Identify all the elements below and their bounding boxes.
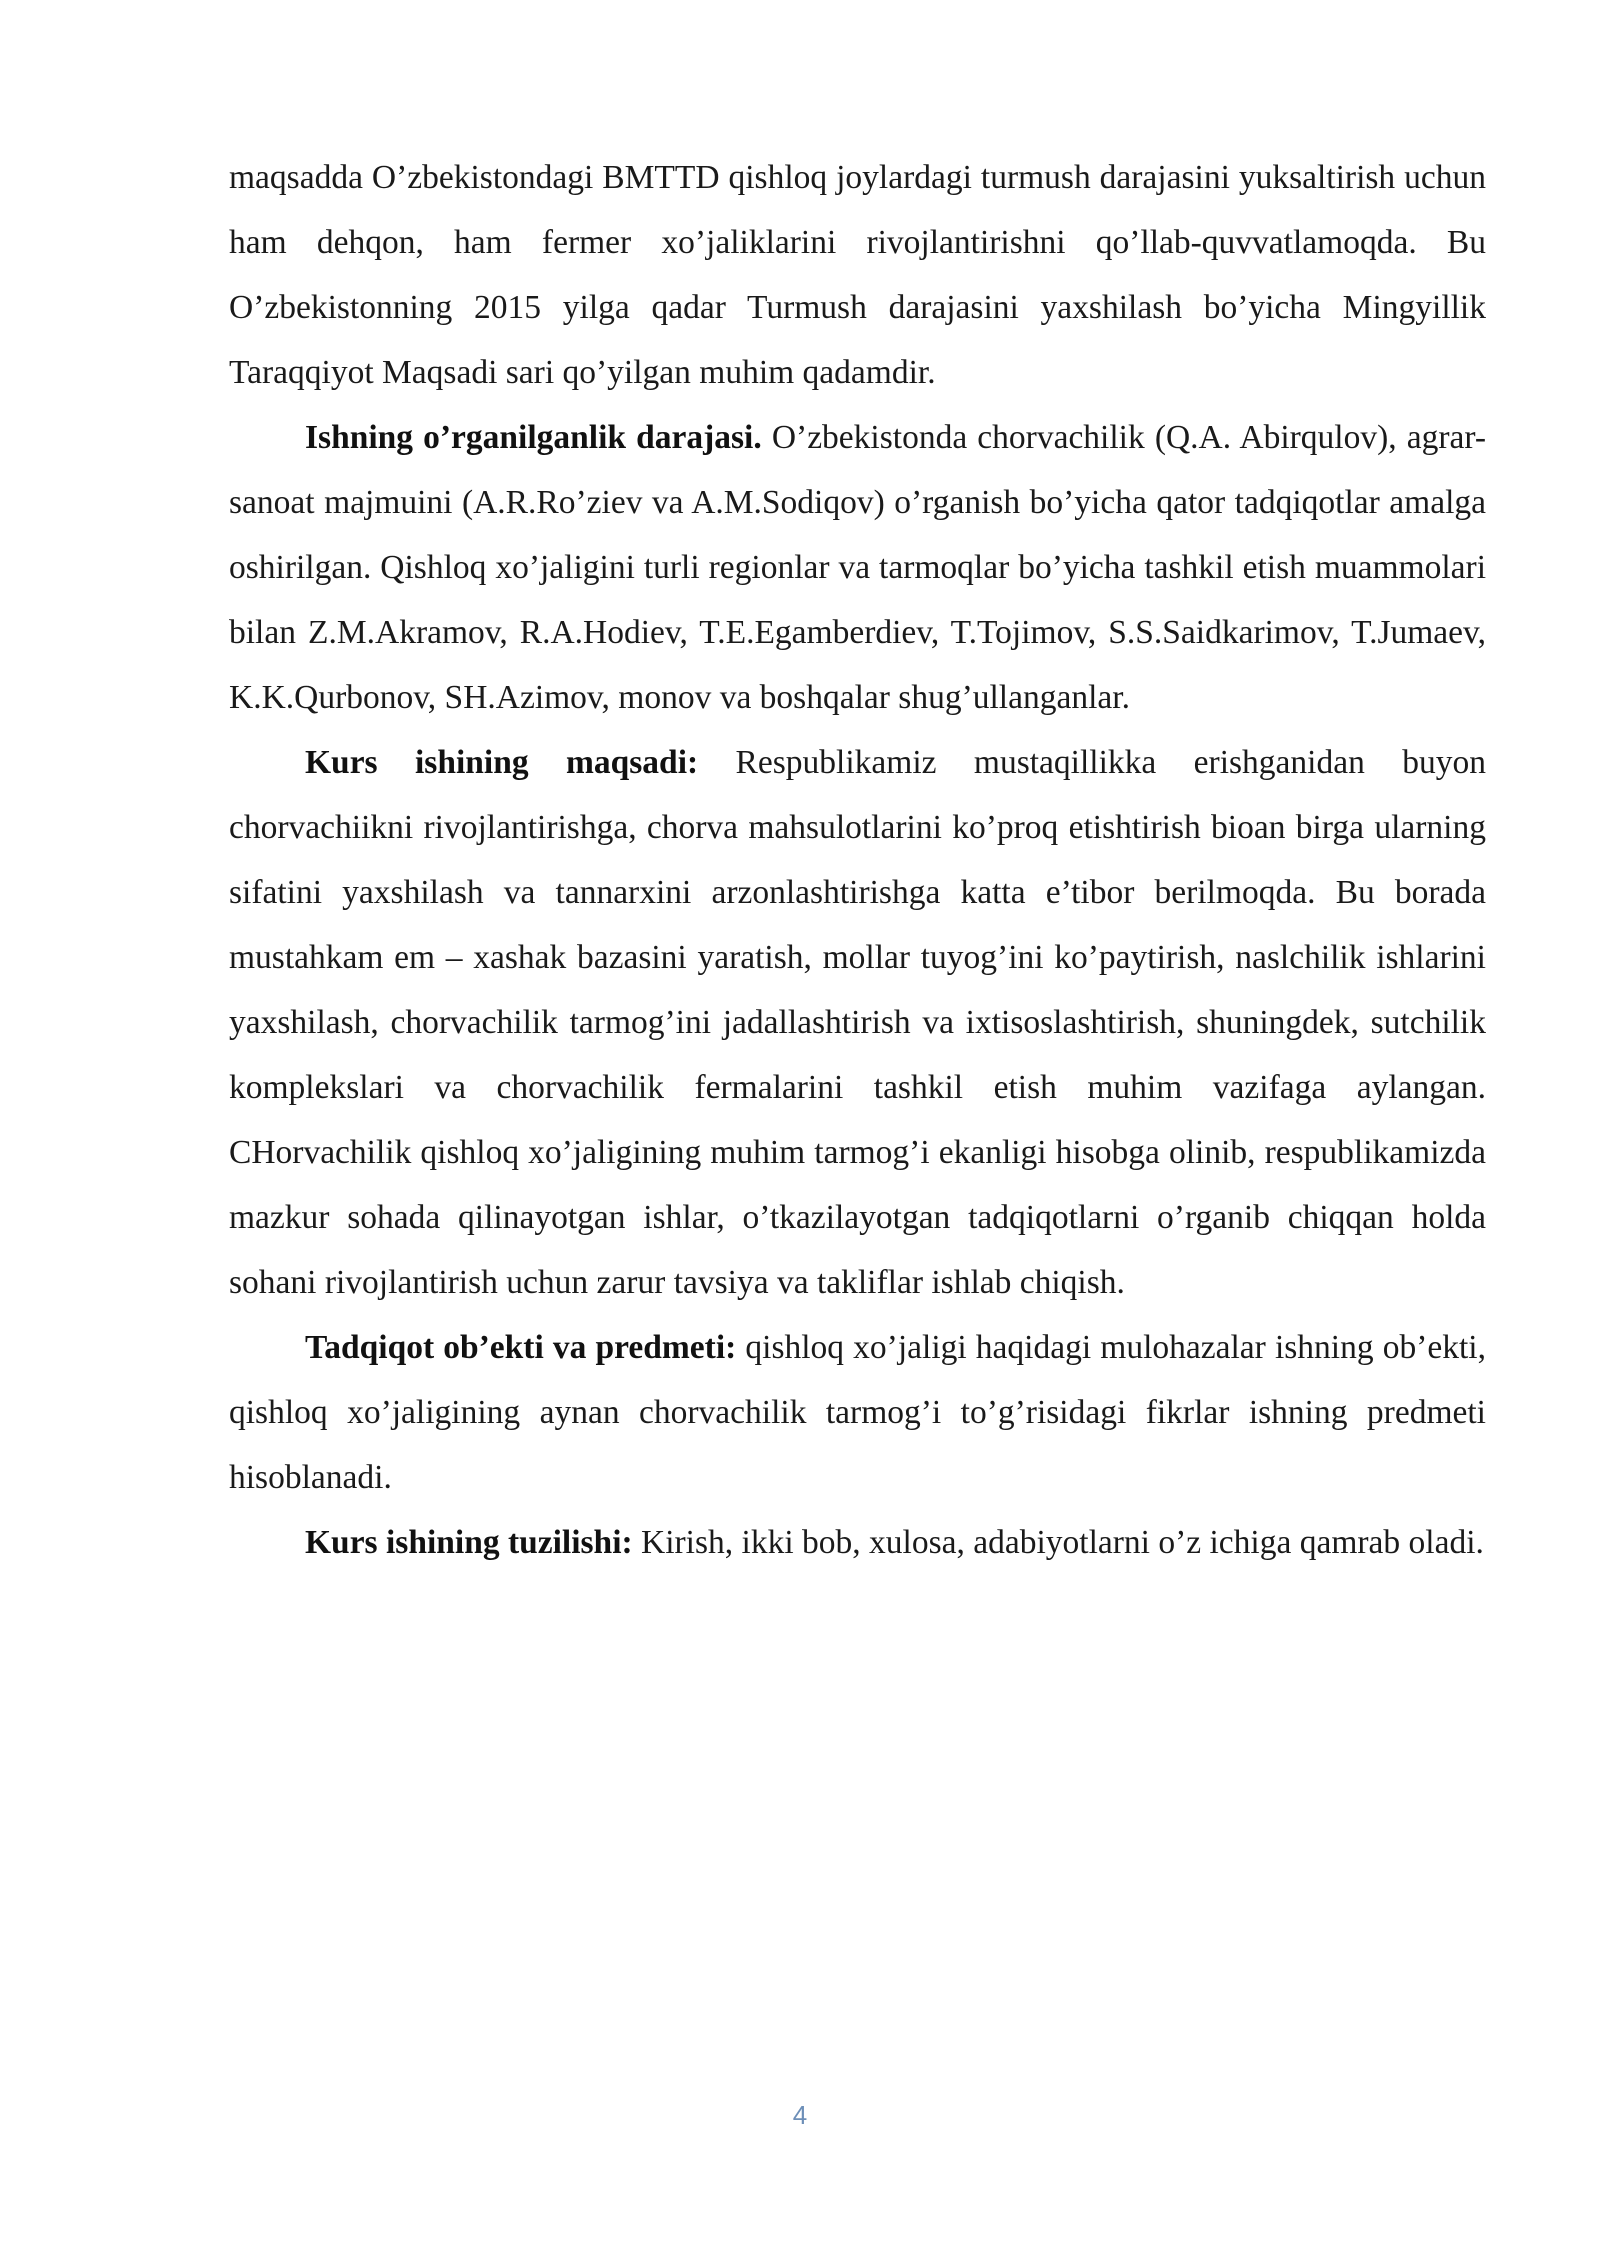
paragraph-heading: Kurs ishining tuzilishi:: [305, 1524, 642, 1561]
paragraph-heading: Kurs ishining maqsadi:: [305, 744, 736, 781]
paragraph-text: maqsadda O’zbekistondagi BMTTD qishloq joylardagi turmush darajasini yuksaltirish uchun ham dehqon, ham fermer xo’jaliklarini rivojlantirishni qo’llab-quvvatlamoqda. Bu O’zbekistonning 2015 yilga qadar Turmush darajasini yaxshilash bo’yicha Mingyillik Taraqqiyot Maqsadi sari qo’yilgan muhim qadamdir.: [229, 159, 1486, 391]
page-number: 4: [792, 2100, 808, 2130]
paragraph-course-goal: [229, 730, 1486, 1315]
paragraph-text: Kirish, ikki bob, xulosa, adabiyotlarni o’z ichiga qamrab oladi.: [641, 1524, 1484, 1561]
paragraph-research-object: [229, 1315, 1486, 1510]
paragraph-heading: Tadqiqot ob’ekti va predmeti:: [305, 1329, 746, 1366]
paragraph-text: O’zbekistonda chorvachilik (Q.A. Abirqulov), agrar-sanoat majmuini (A.R.Ro’ziev va A.M.Sodiqov) o’rganish bo’yicha qator tadqiqotlar amalga oshirilgan. Qishloq xo’jaligini turli regionlar va tarmoqlar bo’yicha tashkil etish muammolari bilan Z.M.Akramov, R.A.Hodiev, T.E.Egamberdiev, T.Tojimov, S.S.Saidkarimov, T.Jumaev, K.K.Qurbonov, SH.Azimov, monov va boshqalar shug’ullanganlar.: [229, 419, 1486, 716]
paragraph-research-degree: [229, 405, 1486, 730]
paragraph-heading: Ishning o’rganilganlik darajasi.: [305, 419, 772, 456]
paragraph-intro-continuation: [229, 145, 1486, 405]
document-body: [229, 145, 1486, 1575]
paragraph-text: qishloq xo’jaligi haqidagi mulohazalar ishning ob’ekti, qishloq xo’jaligining aynan chorvachilik tarmog’i to’g’risidagi fikrlar ishning predmeti hisoblanadi.: [229, 1329, 1486, 1496]
paragraph-text: Respublikamiz mustaqillikka erishganidan buyon chorvachiikni rivojlantirishga, chorva mahsulotlarini ko’proq etishtirish bioan birga ularning sifatini yaxshilash va tannarxini arzonlashtirishga katta e’tibor berilmoqda. Bu borada mustahkam em – xashak bazasini yaratish, mollar tuyog’ini ko’paytirish, naslchilik ishlarini yaxshilash, chorvachilik tarmog’ini jadallashtirish va ixtisoslashtirish, shuningdek, sutchilik komplekslari va chorvachilik fermalarini tashkil etish muhim vazifaga aylangan. CHorvachilik qishloq xo’jaligining muhim tarmog’i ekanligi hisobga olinib, respublikamizda mazkur sohada qilinayotgan ishlar, o’tkazilayotgan tadqiqotlarni o’rganib chiqqan holda sohani rivojlantirish uchun zarur tavsiya va takliflar ishlab chiqish.: [229, 744, 1486, 1301]
paragraph-course-structure: [229, 1510, 1486, 1575]
